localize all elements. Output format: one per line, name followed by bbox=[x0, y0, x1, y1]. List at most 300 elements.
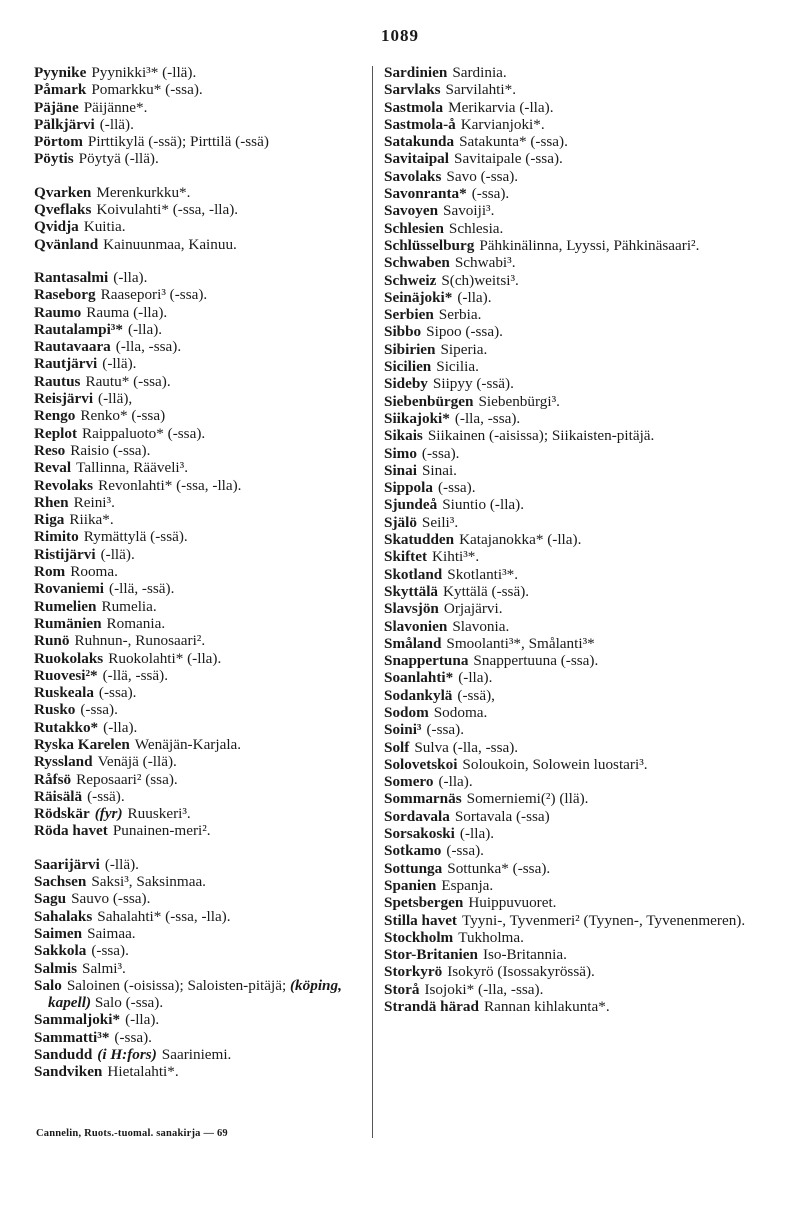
dictionary-entry bbox=[384, 721, 760, 738]
entry-translation: Sodoma. bbox=[433, 703, 488, 721]
entry-translation: Siperia. bbox=[440, 340, 488, 358]
entry-translation: (-lla). bbox=[103, 718, 138, 736]
dictionary-entry bbox=[34, 1029, 364, 1046]
entry-translation: Wenäjän-Karjala. bbox=[134, 735, 242, 753]
dictionary-entry bbox=[384, 341, 760, 358]
dictionary-entry bbox=[384, 150, 760, 167]
dictionary-entry bbox=[384, 877, 760, 894]
entry-headword: Sardinien bbox=[384, 64, 448, 81]
dictionary-entry bbox=[384, 514, 760, 531]
entry-translation: Venäjä (-llä). bbox=[97, 753, 177, 771]
entry-translation: Schwabi³. bbox=[454, 254, 516, 272]
page-number: 1089 bbox=[381, 26, 419, 45]
entry-headword: Slavsjön bbox=[384, 600, 439, 618]
dictionary-entry bbox=[34, 236, 364, 253]
entry-headword: Runö bbox=[34, 632, 70, 650]
entry-translation: (-lla). bbox=[125, 1011, 160, 1029]
dictionary-entry bbox=[384, 756, 760, 773]
dictionary-entry bbox=[384, 133, 760, 150]
entry-headword: Päjäne bbox=[34, 98, 79, 116]
entry-translation: Rauma (-lla). bbox=[86, 303, 168, 321]
entry-translation: Raisio (-ssa). bbox=[70, 441, 151, 459]
entry-headword: Ruokolaks bbox=[34, 649, 104, 667]
entry-translation: Savo (-ssa). bbox=[446, 167, 519, 185]
dictionary-entry bbox=[34, 81, 364, 98]
entry-translation: Kihti³*. bbox=[432, 548, 480, 566]
dictionary-entry bbox=[384, 618, 760, 635]
entry-headword: Qvarken bbox=[34, 183, 92, 201]
dictionary-entry bbox=[384, 566, 760, 583]
entry-headword: Schwaben bbox=[384, 254, 450, 272]
entry-translation: Rautu* (-ssa). bbox=[85, 372, 171, 390]
entry-headword: Stor-Britanien bbox=[384, 946, 478, 964]
entry-headword: Småland bbox=[384, 634, 442, 652]
dictionary-entry bbox=[384, 220, 760, 237]
entry-headword: Rom bbox=[34, 563, 66, 581]
dictionary-entry bbox=[34, 822, 364, 839]
entry-headword: Pörtom bbox=[34, 133, 83, 151]
entry-translation: Isojoki* (-lla, -ssa). bbox=[424, 980, 544, 998]
entry-translation: Karvianjoki*. bbox=[460, 115, 545, 133]
entry-headword: Rautalampi³* bbox=[34, 320, 123, 338]
dictionary-entry bbox=[384, 496, 760, 513]
entry-translation: Renko* (-ssa) bbox=[80, 407, 166, 425]
entry-headword: Stilla havet bbox=[384, 911, 457, 929]
dictionary-entry bbox=[384, 687, 760, 704]
entry-translation: Raasepori³ (-ssa). bbox=[100, 286, 208, 304]
entry-translation: Koivulahti* (-ssa, -lla). bbox=[96, 201, 239, 219]
entry-headword: Siebenbürgen bbox=[384, 392, 474, 410]
dictionary-entry bbox=[34, 667, 364, 684]
entry-translation: Seili³. bbox=[421, 513, 459, 531]
entry-headword: Rautavaara bbox=[34, 338, 111, 356]
dictionary-entry bbox=[34, 150, 364, 167]
entry-headword: Rautjärvi bbox=[34, 355, 98, 373]
letter-section bbox=[34, 64, 364, 168]
dictionary-entry bbox=[384, 860, 760, 877]
entry-headword: Skyttälä bbox=[384, 582, 439, 600]
entry-headword: Savonranta* bbox=[384, 185, 467, 203]
entry-headword: Räisälä bbox=[34, 787, 83, 805]
entry-translation: Ruokolahti* (-lla). bbox=[108, 649, 222, 667]
entry-headword: Sagu bbox=[34, 890, 67, 908]
dictionary-entry bbox=[384, 963, 760, 980]
entry-headword: Saarijärvi bbox=[34, 855, 100, 873]
entry-translation: Salo (-ssa). bbox=[91, 994, 164, 1012]
entry-headword: Ryssland bbox=[34, 753, 93, 771]
dictionary-entry bbox=[34, 528, 364, 545]
dictionary-entry bbox=[384, 64, 760, 81]
entry-headword: Rimito bbox=[34, 528, 79, 546]
entry-translation: (-lla). bbox=[457, 288, 492, 306]
entry-headword: Schlesien bbox=[384, 219, 444, 237]
entry-headword: Sahalaks bbox=[34, 907, 93, 925]
entry-translation: Sipoo (-ssa). bbox=[426, 323, 503, 341]
entry-translation: Revonlahti* (-ssa, -lla). bbox=[98, 476, 242, 494]
dictionary-entry bbox=[384, 289, 760, 306]
entry-translation: Reposaari² (ssa). bbox=[76, 770, 178, 788]
entry-translation: Rooma. bbox=[70, 563, 118, 581]
entry-translation: Riika*. bbox=[69, 511, 114, 529]
entry-translation: Siebenbürgi³. bbox=[478, 392, 560, 410]
entry-headword: Sideby bbox=[384, 375, 428, 393]
entry-translation: Smoolanti³*, Smålanti³* bbox=[446, 634, 595, 652]
entry-translation: (-llä, -ssä). bbox=[102, 666, 168, 684]
entry-headword: Savoyen bbox=[384, 202, 439, 220]
dictionary-entry bbox=[34, 615, 364, 632]
entry-headword: Sicilien bbox=[384, 358, 432, 376]
dictionary-entry bbox=[34, 753, 364, 770]
entry-translation: Siikainen (-aisissa); Siikaisten-pitäjä. bbox=[427, 427, 655, 445]
entry-translation: Soloukoin, Solowein luostari³. bbox=[462, 755, 648, 773]
dictionary-entry bbox=[384, 168, 760, 185]
entry-headword: Sippola bbox=[384, 479, 433, 497]
dictionary-entry bbox=[384, 600, 760, 617]
dictionary-entry bbox=[34, 1011, 364, 1028]
entry-headword: Savolaks bbox=[384, 167, 442, 185]
dictionary-entry bbox=[384, 445, 760, 462]
entry-headword: Reval bbox=[34, 459, 72, 477]
entry-headword: Somero bbox=[384, 773, 434, 791]
entry-headword: Stockholm bbox=[384, 928, 454, 946]
entry-translation: Huippuvuoret. bbox=[468, 894, 557, 912]
dictionary-entry bbox=[384, 531, 760, 548]
entry-headword: Replot bbox=[34, 424, 78, 442]
entry-headword: Ruskeala bbox=[34, 684, 94, 702]
entry-translation: (-ssa). bbox=[91, 942, 129, 960]
dictionary-entry bbox=[34, 771, 364, 788]
entry-headword: Råfsö bbox=[34, 770, 72, 788]
entry-headword: Sibbo bbox=[384, 323, 422, 341]
entry-translation: Merikarvia (-lla). bbox=[448, 98, 554, 116]
dictionary-entry bbox=[384, 202, 760, 219]
footer-signature: Cannelin, Ruots.-tuomal. sanakirja — 69 bbox=[36, 1128, 228, 1139]
entry-headword: Revolaks bbox=[34, 476, 94, 494]
entry-translation: (-llä). bbox=[99, 115, 134, 133]
dictionary-entry bbox=[34, 269, 364, 286]
entry-note: (fyr) bbox=[94, 805, 123, 823]
dictionary-entry bbox=[34, 116, 364, 133]
entry-translation: (-llä). bbox=[100, 545, 135, 563]
entry-translation: Ruhnun-, Runosaari². bbox=[74, 632, 206, 650]
dictionary-entry bbox=[34, 960, 364, 977]
dictionary-entry bbox=[34, 908, 364, 925]
entry-translation: Espanja. bbox=[441, 876, 494, 894]
entry-translation: Tallinna, Rääveli³. bbox=[76, 459, 188, 477]
entry-translation: Reini³. bbox=[73, 493, 115, 511]
entry-translation: Kyttälä (-ssä). bbox=[443, 582, 530, 600]
dictionary-entry bbox=[384, 583, 760, 600]
entry-headword: Rumelien bbox=[34, 597, 97, 615]
dictionary-entry bbox=[34, 425, 364, 442]
entry-headword: Sammatti³* bbox=[34, 1028, 110, 1046]
dictionary-entry bbox=[34, 873, 364, 890]
dictionary-entry bbox=[34, 942, 364, 959]
dictionary-entry bbox=[384, 427, 760, 444]
dictionary-entry bbox=[34, 373, 364, 390]
entry-translation: Päijänne*. bbox=[83, 98, 148, 116]
entry-headword: Seinäjoki* bbox=[384, 288, 453, 306]
dictionary-entry bbox=[34, 856, 364, 873]
entry-translation: Sicilia. bbox=[436, 358, 479, 376]
entry-translation: Romania. bbox=[106, 614, 166, 632]
dictionary-entry bbox=[384, 462, 760, 479]
entry-headword: Saimen bbox=[34, 924, 83, 942]
entry-headword: Spetsbergen bbox=[384, 894, 464, 912]
entry-headword: Reso bbox=[34, 441, 66, 459]
entry-translation: Slavonia. bbox=[452, 617, 510, 635]
letter-section bbox=[34, 856, 364, 1081]
entry-translation: Orjajärvi. bbox=[443, 600, 503, 618]
dictionary-entry bbox=[384, 99, 760, 116]
dictionary-entry bbox=[384, 375, 760, 392]
entry-translation: (-ssa). bbox=[426, 721, 465, 739]
dictionary-entry bbox=[384, 237, 760, 254]
right-column bbox=[384, 64, 760, 1015]
dictionary-entry bbox=[34, 632, 364, 649]
dictionary-entry bbox=[384, 116, 760, 133]
entry-headword: Skiftet bbox=[384, 548, 428, 566]
entry-headword: Raseborg bbox=[34, 286, 96, 304]
entry-translation: Satakunta* (-ssa). bbox=[459, 133, 568, 151]
entry-headword: Rutakko* bbox=[34, 718, 99, 736]
dictionary-entry bbox=[384, 272, 760, 289]
entry-translation: Siuntio (-lla). bbox=[442, 496, 525, 514]
entry-headword: Sastmola-å bbox=[384, 115, 456, 133]
entry-headword: Satakunda bbox=[384, 133, 455, 151]
dictionary-entry bbox=[34, 304, 364, 321]
entry-headword: Savitaipal bbox=[384, 150, 449, 168]
entry-translation: Saariniemi. bbox=[161, 1046, 232, 1064]
entry-translation: (-llä). bbox=[102, 355, 137, 373]
letter-section bbox=[34, 184, 364, 253]
entry-translation: (-ssa). bbox=[446, 842, 484, 860]
entry-headword: Qvänland bbox=[34, 235, 99, 253]
entry-translation: Saimaa. bbox=[87, 924, 136, 942]
entry-headword: Soanlahti* bbox=[384, 669, 454, 687]
dictionary-entry bbox=[34, 805, 364, 822]
entry-headword: Salo bbox=[34, 976, 62, 994]
dictionary-entry bbox=[34, 201, 364, 218]
entry-translation: (-llä). bbox=[104, 855, 139, 873]
entry-headword: Skotland bbox=[384, 565, 443, 583]
dictionary-entry bbox=[384, 254, 760, 271]
entry-translation: Sortavala (-ssa) bbox=[454, 807, 550, 825]
entry-headword: Rumänien bbox=[34, 614, 102, 632]
dictionary-entry bbox=[34, 407, 364, 424]
entry-note: (köping, kapell) bbox=[48, 976, 342, 1012]
dictionary-entry bbox=[384, 635, 760, 652]
entry-translation: Katajanokka* (-lla). bbox=[459, 531, 582, 549]
entry-translation: (-ssa). bbox=[437, 479, 476, 497]
entry-headword: Solovetskoi bbox=[384, 755, 458, 773]
entry-headword: Sachsen bbox=[34, 873, 87, 891]
entry-translation: (-llä, -ssä). bbox=[109, 580, 175, 598]
dictionary-entry bbox=[34, 598, 364, 615]
entry-translation: Sottunka* (-ssa). bbox=[447, 859, 551, 877]
entry-translation: Tyyni-, Tyvenmeri² (Tyynen-, Tyvenenmeren). bbox=[462, 911, 746, 929]
entry-headword: Salmis bbox=[34, 959, 78, 977]
entry-translation: Schlesia. bbox=[448, 219, 504, 237]
entry-translation: Iso-Britannia. bbox=[482, 946, 567, 964]
entry-headword: Qvidja bbox=[34, 218, 79, 236]
entry-headword: Storkyrö bbox=[384, 963, 443, 981]
dictionary-entry bbox=[384, 929, 760, 946]
entry-translation: Sardinia. bbox=[452, 64, 507, 81]
entry-translation: Sahalahti* (-ssa, -lla). bbox=[97, 907, 231, 925]
entry-headword: Schweiz bbox=[384, 271, 437, 289]
dictionary-entry bbox=[34, 684, 364, 701]
entry-translation: Savitaipale (-ssa). bbox=[454, 150, 563, 168]
dictionary-entry bbox=[384, 358, 760, 375]
entry-headword: Ruovesi²* bbox=[34, 666, 98, 684]
entry-headword: Påmark bbox=[34, 81, 87, 99]
dictionary-entry bbox=[34, 511, 364, 528]
entry-headword: Spanien bbox=[384, 876, 437, 894]
entry-headword: Schlüsselburg bbox=[384, 236, 475, 254]
entry-translation: Kuitia. bbox=[83, 218, 126, 236]
entry-headword: Storå bbox=[384, 980, 420, 998]
entry-headword: Rusko bbox=[34, 701, 76, 719]
entry-headword: Rhen bbox=[34, 493, 69, 511]
dictionary-entry bbox=[34, 719, 364, 736]
entry-translation: Raippaluoto* (-ssa). bbox=[82, 424, 206, 442]
entry-translation: Sauvo (-ssa). bbox=[71, 890, 151, 908]
entry-headword: Pöytis bbox=[34, 150, 74, 168]
column-divider bbox=[372, 66, 373, 1138]
entry-translation: (-lla). bbox=[459, 825, 495, 843]
entry-headword: Ristijärvi bbox=[34, 545, 96, 563]
entry-headword: Pälkjärvi bbox=[34, 115, 95, 133]
entry-translation: Snappertuuna (-ssa). bbox=[473, 652, 599, 670]
dictionary-entry bbox=[34, 925, 364, 942]
entry-translation: Rymättylä (-ssä). bbox=[83, 528, 188, 546]
dictionary-entry bbox=[384, 773, 760, 790]
entry-headword: Reisjärvi bbox=[34, 390, 94, 408]
dictionary-entry bbox=[384, 548, 760, 565]
entry-headword: Sjundeå bbox=[384, 496, 438, 514]
entry-translation: Kainuunmaa, Kainuu. bbox=[103, 235, 237, 253]
dictionary-entry bbox=[34, 477, 364, 494]
dictionary-entry bbox=[34, 788, 364, 805]
dictionary-entry bbox=[384, 912, 760, 929]
dictionary-entry bbox=[384, 998, 760, 1015]
dictionary-entry bbox=[34, 701, 364, 718]
dictionary-entry bbox=[34, 580, 364, 597]
dictionary-entry bbox=[34, 286, 364, 303]
entry-translation: Pomarkku* (-ssa). bbox=[91, 81, 203, 99]
entry-headword: Sakkola bbox=[34, 942, 87, 960]
entry-headword: Sinai bbox=[384, 461, 417, 479]
entry-translation: (-lla). bbox=[127, 320, 163, 338]
dictionary-entry bbox=[34, 133, 364, 150]
entry-headword: Rengo bbox=[34, 407, 76, 425]
dictionary-entry bbox=[384, 323, 760, 340]
dictionary-entry bbox=[384, 410, 760, 427]
entry-note: (i H:fors) bbox=[97, 1046, 157, 1064]
dictionary-entry bbox=[384, 669, 760, 686]
entry-translation: (-ssa). bbox=[421, 444, 460, 462]
dictionary-entry bbox=[34, 338, 364, 355]
entry-headword: Rovaniemi bbox=[34, 580, 105, 598]
dictionary-entry bbox=[34, 546, 364, 563]
entry-translation: Pöytyä (-llä). bbox=[78, 150, 159, 168]
dictionary-entry bbox=[34, 442, 364, 459]
entry-headword: Sotkamo bbox=[384, 842, 442, 860]
dictionary-entry bbox=[34, 355, 364, 372]
dictionary-entry bbox=[384, 790, 760, 807]
entry-headword: Siikajoki* bbox=[384, 409, 450, 427]
entry-headword: Soini³ bbox=[384, 721, 422, 739]
entry-headword: Sandviken bbox=[34, 1063, 103, 1081]
entry-headword: Pyynike bbox=[34, 64, 87, 81]
entry-headword: Sorsakoski bbox=[384, 825, 455, 843]
dictionary-entry bbox=[34, 184, 364, 201]
entry-translation: Siipyy (-ssä). bbox=[432, 375, 514, 393]
entry-translation: Pähkinälinna, Lyyssi, Pähkinäsaari². bbox=[479, 236, 700, 254]
entry-translation: Punainen-meri². bbox=[112, 822, 211, 840]
entry-headword: Rödskär bbox=[34, 805, 90, 823]
dictionary-entry bbox=[34, 650, 364, 667]
entry-translation: (-lla). bbox=[458, 669, 493, 687]
entry-headword: Snappertuna bbox=[384, 652, 469, 670]
entry-translation: (-lla). bbox=[113, 268, 148, 286]
entry-translation: (-lla, -ssa). bbox=[454, 409, 521, 427]
dictionary-entry bbox=[384, 393, 760, 410]
entry-translation: Rumelia. bbox=[101, 597, 157, 615]
entry-headword: Rautus bbox=[34, 372, 81, 390]
entry-headword: Sodankylä bbox=[384, 686, 453, 704]
entry-headword: Sikais bbox=[384, 427, 423, 445]
left-column bbox=[34, 64, 364, 1081]
dictionary-entry bbox=[384, 808, 760, 825]
entry-headword: Slavonien bbox=[384, 617, 448, 635]
entry-translation: (-ssa). bbox=[114, 1028, 152, 1046]
entry-translation: (-llä), bbox=[98, 390, 133, 408]
entry-translation: Isokyrö (Isossakyrössä). bbox=[447, 963, 595, 981]
dictionary-entry bbox=[34, 1046, 364, 1063]
dictionary-entry bbox=[384, 479, 760, 496]
entry-translation: Merenkurkku*. bbox=[96, 183, 191, 201]
entry-translation: Ruuskeri³. bbox=[127, 805, 191, 823]
dictionary-entry bbox=[34, 494, 364, 511]
dictionary-entry bbox=[34, 890, 364, 907]
entry-translation: Sarvilahti*. bbox=[445, 81, 516, 99]
dictionary-entry bbox=[384, 306, 760, 323]
dictionary-entry bbox=[384, 704, 760, 721]
entry-headword: Solf bbox=[384, 738, 410, 756]
entry-translation: Saksi³, Saksinmaa. bbox=[91, 873, 206, 891]
entry-translation: (-ssa). bbox=[471, 185, 510, 203]
entry-headword: Skatudden bbox=[384, 531, 455, 549]
entry-translation: (-lla). bbox=[438, 773, 473, 791]
entry-headword: Sandudd bbox=[34, 1046, 93, 1064]
entry-headword: Strandä härad bbox=[384, 998, 479, 1016]
entry-headword: Sordavala bbox=[384, 807, 450, 825]
entry-translation: (-ssä), bbox=[457, 686, 495, 704]
entry-headword: Qveflaks bbox=[34, 201, 92, 219]
dictionary-entry bbox=[34, 1063, 364, 1080]
entry-translation: S(ch)weitsi³. bbox=[441, 271, 519, 289]
entry-headword: Sottunga bbox=[384, 859, 443, 877]
entry-translation: Pirttikylä (-ssä); Pirttilä (-ssä) bbox=[87, 133, 269, 151]
dictionary-entry bbox=[34, 736, 364, 753]
dictionary-entry bbox=[34, 218, 364, 235]
dictionary-entry bbox=[34, 563, 364, 580]
dictionary-entry bbox=[384, 842, 760, 859]
dictionary-entry bbox=[384, 894, 760, 911]
dictionary-entry bbox=[384, 81, 760, 98]
